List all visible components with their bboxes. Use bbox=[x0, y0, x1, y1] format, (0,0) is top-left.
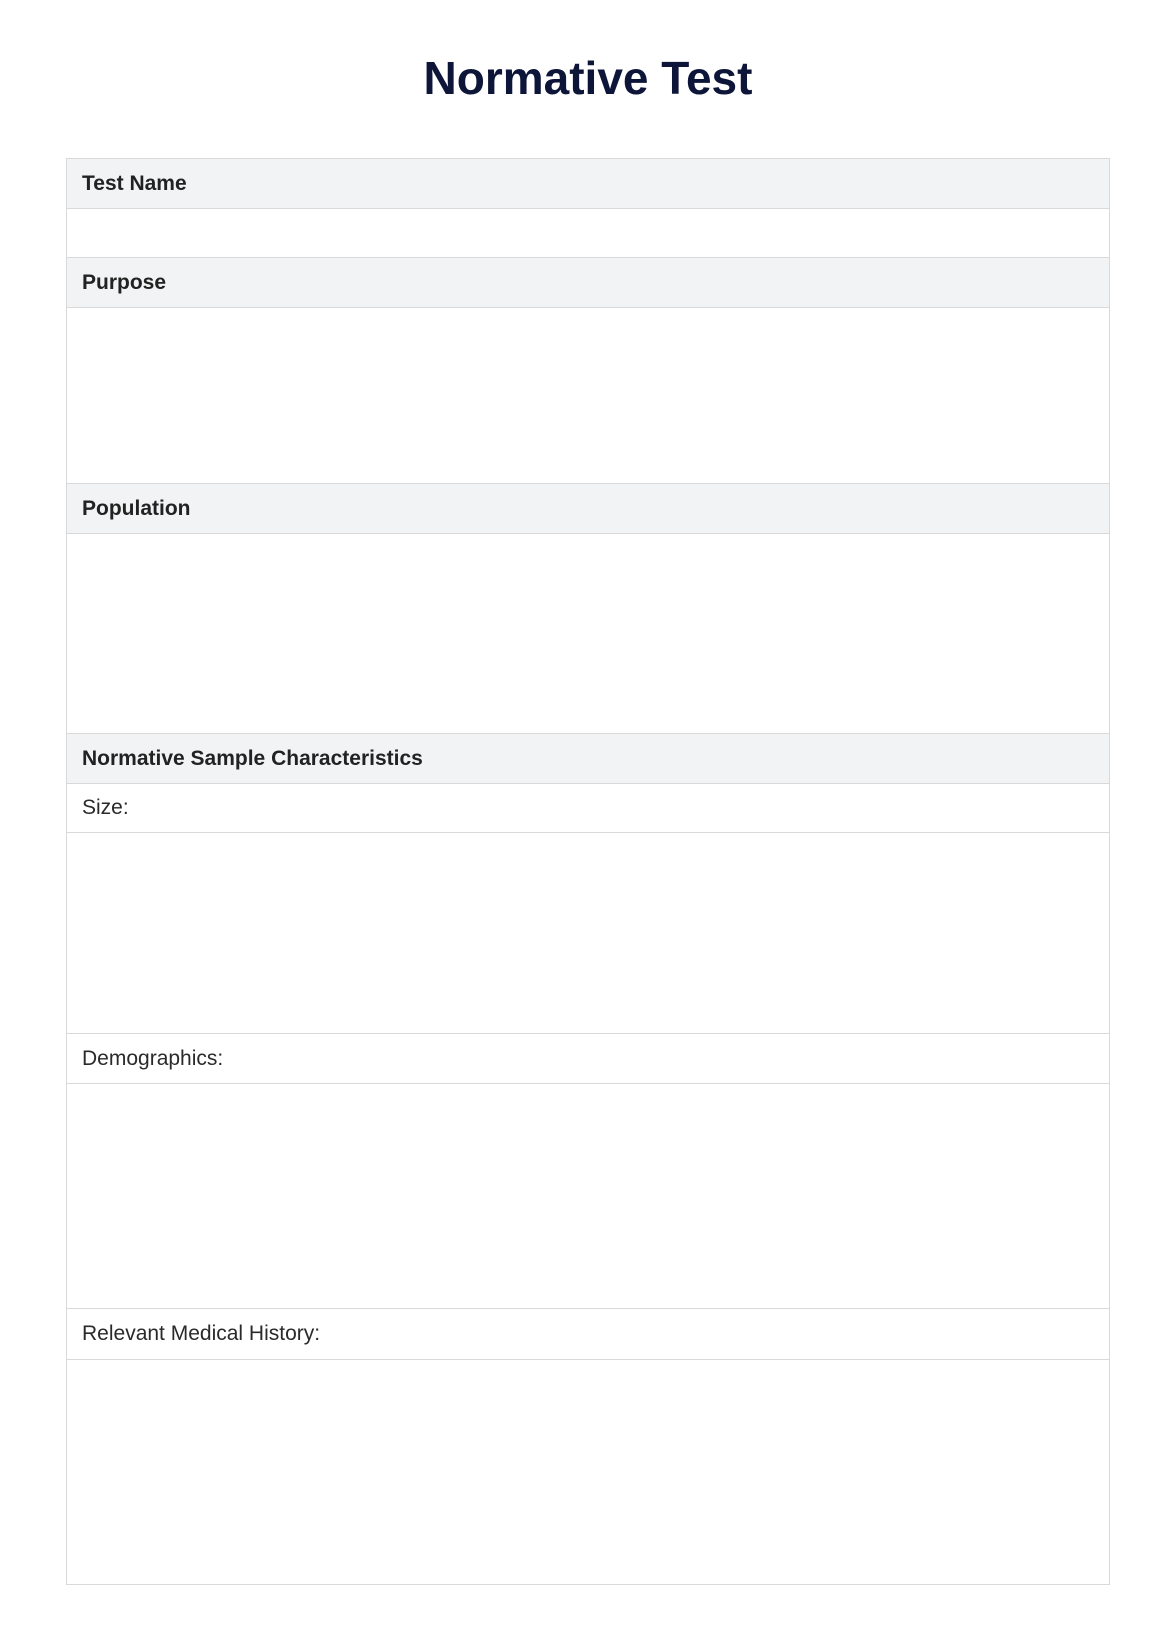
purpose-header: Purpose bbox=[67, 258, 1109, 308]
form-table bbox=[66, 158, 1110, 1585]
medical-history-field[interactable] bbox=[67, 1360, 1109, 1584]
test-name-header: Test Name bbox=[67, 159, 1109, 209]
normative-sample-header: Normative Sample Characteristics bbox=[67, 734, 1109, 784]
purpose-field[interactable] bbox=[67, 308, 1109, 484]
test-name-field[interactable] bbox=[67, 209, 1109, 258]
size-label: Size: bbox=[67, 784, 1109, 833]
population-header: Population bbox=[67, 484, 1109, 534]
demographics-field[interactable] bbox=[67, 1084, 1109, 1309]
medical-history-label: Relevant Medical History: bbox=[67, 1309, 1109, 1360]
demographics-label: Demographics: bbox=[67, 1034, 1109, 1084]
population-field[interactable] bbox=[67, 534, 1109, 734]
page-title: Normative Test bbox=[423, 52, 753, 104]
size-field[interactable] bbox=[67, 833, 1109, 1034]
